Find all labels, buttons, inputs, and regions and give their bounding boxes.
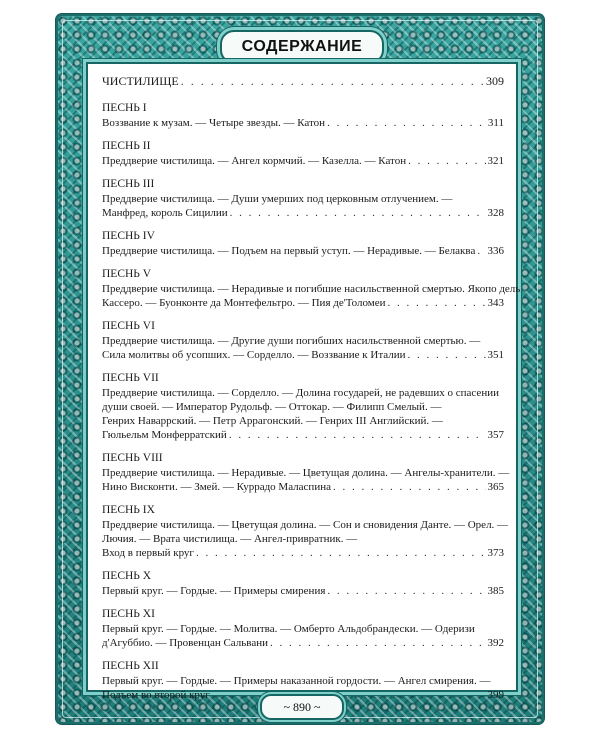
dot-leader: [327, 116, 486, 130]
entry-final-line: [102, 244, 504, 258]
entry-page-number: 357: [487, 429, 504, 441]
canto-heading: ПЕСНЬ II: [102, 140, 151, 152]
entry-final-line: [102, 480, 504, 494]
entry-text-line: Преддверие чистилища. — Нерадивые и погибшие насильственной смертью. Якопо дель: [102, 283, 521, 295]
dot-leader: [212, 688, 486, 702]
page-number: ~ 890 ~: [283, 699, 321, 714]
entry-text-line: Преддверие чистилища. — Другие души погибших насильственной смертью. —: [102, 335, 481, 347]
toc-entry: [102, 139, 504, 168]
entry-text-line: Преддверие чистилища. — Подъем на первый уступ. — Нерадивые. — Белаква: [102, 245, 476, 257]
canto-heading: ПЕСНЬ VI: [102, 320, 155, 332]
entry-page-number: 373: [487, 547, 504, 559]
entry-text-line: Манфред, король Сицилии: [102, 207, 228, 219]
entry-final-line: [102, 296, 504, 310]
entry-page-number: 365: [487, 481, 504, 493]
toc-entry: [102, 101, 504, 130]
canto-heading: ПЕСНЬ III: [102, 178, 155, 190]
entry-text-line: Воззвание к музам. — Четыре звезды. — Катон: [102, 117, 326, 129]
entry-final-line: [102, 428, 504, 442]
dot-leader: [408, 348, 486, 362]
entry-text-line: Лючия. — Врата чистилища. — Ангел-привратник. —: [102, 533, 358, 545]
entry-page-number: 351: [487, 349, 504, 361]
entry-final-line: [102, 348, 504, 362]
part-title: ЧИСТИЛИЩЕ: [102, 74, 179, 88]
dot-leader: [270, 636, 486, 650]
entry-final-line: [102, 636, 504, 650]
dot-leader: [229, 428, 486, 442]
toc-entry: [102, 607, 504, 650]
toc-entry: [102, 569, 504, 598]
canto-heading: ПЕСНЬ XII: [102, 660, 159, 672]
entry-page-number: 321: [487, 155, 504, 167]
part-heading-row: [102, 74, 504, 89]
entry-page-number: 343: [487, 297, 504, 309]
toc-entry: [102, 319, 504, 362]
contents-panel: [86, 62, 521, 701]
toc-entry: [102, 503, 509, 560]
page-title: СОДЕРЖАНИЕ: [241, 38, 363, 55]
canto-heading: ПЕСНЬ I: [102, 102, 147, 114]
part-page-number: 309: [486, 74, 504, 88]
canto-heading: ПЕСНЬ IX: [102, 504, 155, 516]
title-cartouche: [220, 30, 384, 64]
entry-text-line: Нино Висконти. — Змей. — Куррадо Маласпина: [102, 481, 331, 493]
entry-text-line: Преддверие чистилища. — Ангел кормчий. — Казелла. — Катон: [102, 155, 407, 167]
dot-leader: [387, 296, 485, 310]
entry-text-line: Преддверие чистилища. — Сорделло. — Долина государей, не радевших о спасении: [102, 387, 499, 399]
entry-text-line: Вход в первый круг: [102, 547, 194, 559]
entry-final-line: [102, 546, 504, 560]
dot-leader: [196, 546, 486, 560]
entry-text-line: Кассеро. — Буонконте да Монтефельтро. — Пия де'Толомеи: [102, 297, 386, 309]
dot-leader: [181, 74, 484, 89]
entry-text-line: Преддверие чистилища. — Нерадивые. — Цветущая долина. — Ангелы-хранители. —: [102, 467, 510, 479]
entry-text-line: Генрих Наваррский. — Петр Аррагонский. — Генрих III Английский. —: [102, 415, 443, 427]
toc-entry: [102, 267, 521, 310]
canto-heading: ПЕСНЬ VII: [102, 372, 159, 384]
entry-text-line: Гюльельм Монферратский: [102, 429, 227, 441]
entry-text-line: Преддверие чистилища. — Цветущая долина. — Сон и сновидения Данте. — Орел. —: [102, 519, 509, 531]
entry-text-line: Первый круг. — Гордые. — Молитва. — Омберто Альдобрандески. — Одеризи: [102, 623, 475, 635]
entry-text-line: д'Агуббио. — Провенцан Сальвани: [102, 637, 268, 649]
toc-entry: [102, 177, 504, 220]
canto-heading: ПЕСНЬ IV: [102, 230, 155, 242]
entry-page-number: 328: [487, 207, 504, 219]
entry-page-number: 336: [487, 245, 504, 257]
entry-final-line: [102, 154, 504, 168]
dot-leader: [230, 206, 486, 220]
canto-heading: ПЕСНЬ V: [102, 268, 152, 280]
dot-leader: [327, 584, 485, 598]
entry-text-line: души своей. — Император Рудольф. — Оттокар. — Филипп Смелый. —: [102, 401, 442, 413]
canto-heading: ПЕСНЬ VIII: [102, 452, 163, 464]
entry-final-line: [102, 116, 504, 130]
page-number-cartouche: [260, 694, 344, 720]
entry-page-number: 399: [487, 689, 504, 701]
dot-leader: [333, 480, 486, 494]
canto-heading: ПЕСНЬ X: [102, 570, 152, 582]
dot-leader: [408, 154, 485, 168]
entry-page-number: 385: [487, 585, 504, 597]
entry-text-line: Подъем во второй круг: [102, 689, 210, 701]
toc-entry: [102, 229, 504, 258]
canto-heading: ПЕСНЬ XI: [102, 608, 155, 620]
entry-text-line: Сила молитвы об усопших. — Сорделло. — Воззвание к Италии: [102, 349, 406, 361]
entry-final-line: [102, 584, 504, 598]
dot-leader: [477, 244, 485, 258]
entry-text-line: Преддверие чистилища. — Души умерших под церковным отлучением. —: [102, 193, 453, 205]
entry-page-number: 311: [487, 117, 504, 129]
entry-final-line: [102, 206, 504, 220]
entry-text-line: Первый круг. — Гордые. — Примеры наказанной гордости. — Ангел смирения. —: [102, 675, 491, 687]
entry-page-number: 392: [487, 637, 504, 649]
toc-entry: [102, 451, 510, 494]
entry-text-line: Первый круг. — Гордые. — Примеры смирения: [102, 585, 326, 597]
table-of-contents: [102, 74, 521, 711]
toc-entry: [102, 371, 504, 442]
